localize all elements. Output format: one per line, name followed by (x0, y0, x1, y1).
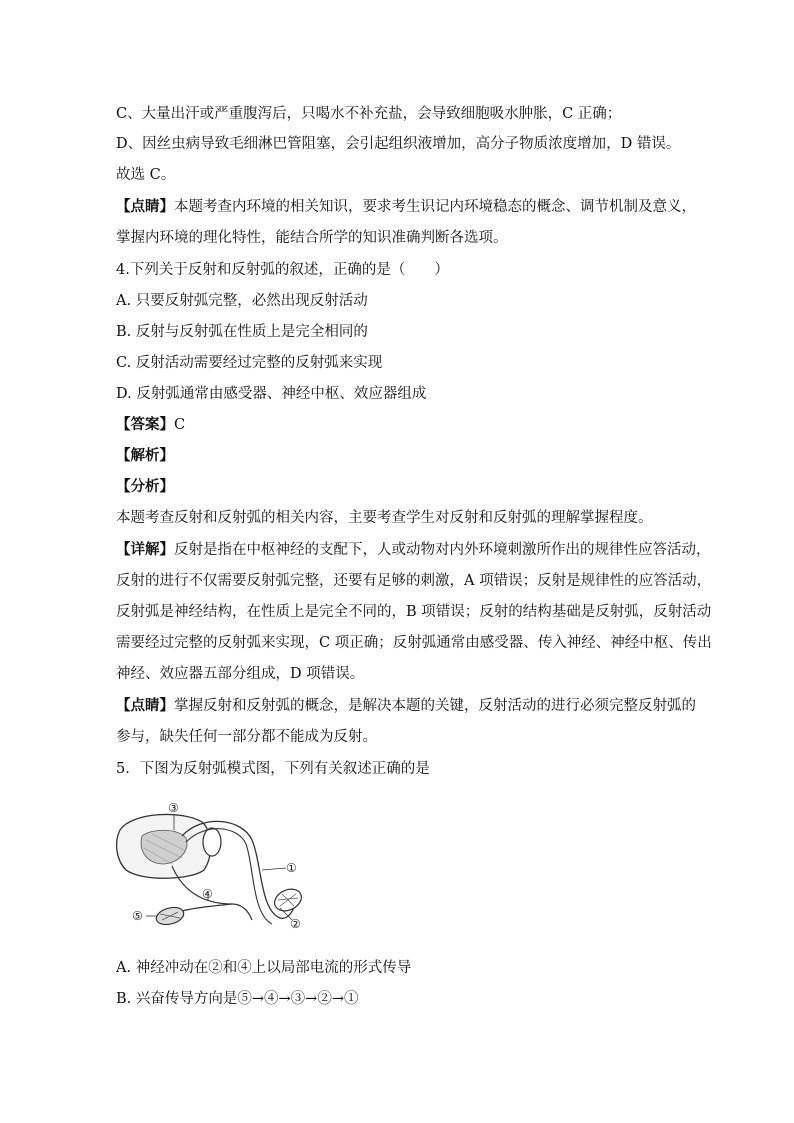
answer-tag: 【答案】 (116, 416, 174, 433)
text-line (116, 696, 696, 716)
section-tag: 【点睛】 (116, 697, 174, 714)
text-line (116, 540, 711, 560)
option-c: C. 反射活动需要经过完整的反射弧来实现 (116, 355, 383, 371)
label-3: ③ (168, 801, 179, 815)
label-2: ② (290, 917, 301, 931)
label-4: ④ (202, 887, 213, 901)
text-line: 反射的进行不仅需要反射弧完整，还要有足够的刺激，A 项错误；反射是规律性的应答活动， (116, 573, 712, 589)
text-line (116, 197, 696, 217)
question-4: 4.下列关于反射和反射弧的叙述，正确的是（ ） (116, 262, 449, 278)
option-a: A. 只要反射弧完整，必然出现反射活动 (116, 293, 368, 309)
text-line: 故选 C。 (116, 167, 176, 183)
label-5: ⑤ (132, 909, 143, 923)
text-line: 掌握内环境的理化特性，能结合所学的知识准确判断各选项。 (116, 230, 508, 246)
answer-line (116, 415, 185, 435)
answer-value: C (174, 417, 186, 433)
text-line: 需要经过完整的反射弧来实现，C 项正确；反射弧通常由感受器、传入神经、神经中枢、传出 (116, 635, 712, 651)
analysis-heading: 【解析】 (116, 447, 174, 464)
fenxi-heading: 【分析】 (116, 478, 174, 495)
text-line: 神经、效应器五部分组成，D 项错误。 (116, 666, 365, 682)
q5-option-a: A. 神经冲动在②和④上以局部电流的形式传导 (116, 960, 412, 976)
section-text: 掌握反射和反射弧的概念，是解决本题的关键，反射活动的进行必须完整反射弧的 (174, 698, 696, 714)
section-text: 反射是指在中枢神经的支配下，人或动物对内外环境刺激所作出的规律性应答活动， (174, 542, 711, 558)
option-d: D. 反射弧通常由感受器、神经中枢、效应器组成 (116, 386, 427, 402)
section-text: 本题考查内环境的相关知识，要求考生识记内环境稳态的概念、调节机制及意义， (174, 199, 696, 215)
q5-option-b: B. 兴奋传导方向是⑤→④→③→②→① (116, 991, 359, 1007)
label-1: ① (286, 861, 297, 875)
section-tag: 【详解】 (116, 541, 174, 558)
reflex-arc-diagram (112, 800, 332, 942)
section-tag: 【点睛】 (116, 198, 174, 215)
text-line: 反射弧是神经结构，在性质上是完全不同的，B 项错误；反射的结构基础是反射弧，反射活动 (116, 604, 712, 620)
text-line: C、大量出汗或严重腹泻后，只喝水不补充盐，会导致细胞吸水肿胀，C 正确； (116, 106, 622, 122)
option-b: B. 反射与反射弧在性质上是完全相同的 (116, 324, 368, 340)
text-line: D、因丝虫病导致毛细淋巴管阻塞，会引起组织液增加，高分子物质浓度增加，D 错误。 (116, 136, 681, 152)
text-line: 参与，缺失任何一部分都不能成为反射。 (116, 729, 377, 745)
question-5: 5．下图为反射弧模式图，下列有关叙述正确的是 (116, 761, 430, 777)
text-line: 本题考查反射和反射弧的相关内容，主要考查学生对反射和反射弧的理解掌握程度。 (116, 510, 653, 526)
